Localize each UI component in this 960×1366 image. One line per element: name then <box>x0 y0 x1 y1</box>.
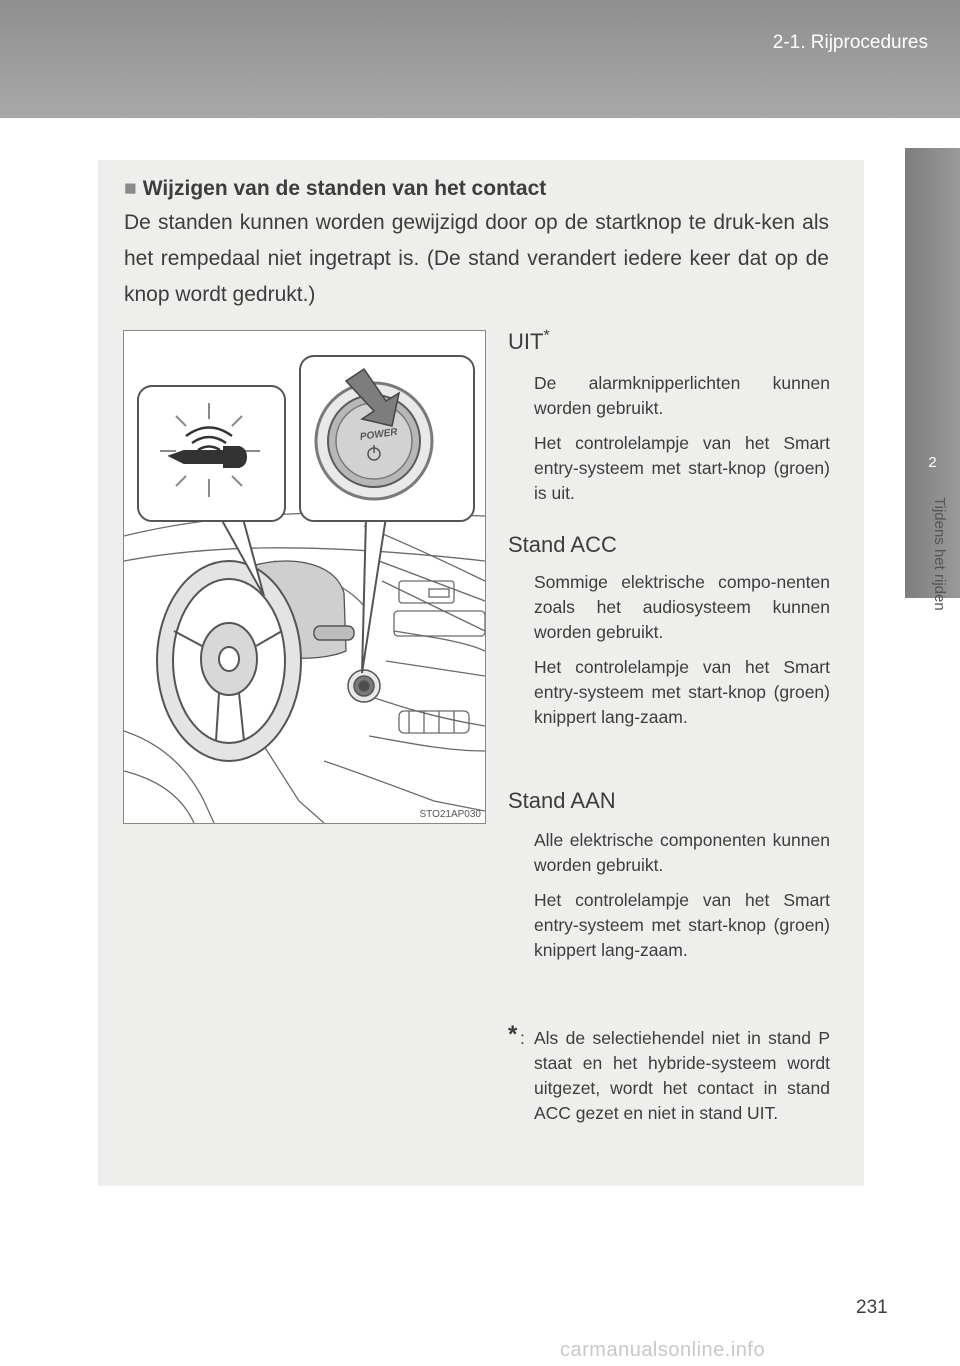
bullet-square-icon: ■ <box>124 177 137 200</box>
chapter-number: 2 <box>928 454 937 471</box>
chapter-tab <box>905 118 960 1366</box>
figure-code: STO21AP030 <box>419 809 481 820</box>
asterisk-marker: * <box>543 327 550 345</box>
power-button-label: POWER <box>359 426 399 443</box>
page-header <box>0 0 960 118</box>
section-heading <box>124 177 546 201</box>
footnote-colon: : <box>520 1028 525 1048</box>
mode-acc <box>508 532 830 730</box>
section-title: 2-1. Rijprocedures <box>772 32 928 53</box>
section-heading-text: Wijzigen van de standen van het contact <box>142 177 547 200</box>
footnote-asterisk: * <box>508 1021 518 1048</box>
mode-title: UIT* <box>508 327 550 354</box>
intro-paragraph: De standen kunnen worden gewijzigd door op de startknop te druk-ken als het rempedaal niet ingetrapt is. (De stand verandert iedere keer dat op de knop wordt gedrukt.) <box>124 211 829 306</box>
mode-paragraph: Sommige elektrische compo-nenten zoals het audiosysteem kunnen worden gebruikt. <box>534 572 830 642</box>
footnote <box>508 1021 830 1126</box>
mode-aan <box>508 788 830 963</box>
mode-uit <box>508 329 830 506</box>
mode-title: Stand ACC <box>508 532 617 557</box>
mode-paragraph: Alle elektrische componenten kunnen worden gebruikt. <box>534 830 830 875</box>
mode-paragraph: De alarmknipperlichten kunnen worden gebruikt. <box>534 373 830 418</box>
power-button-illustration <box>124 331 485 823</box>
footnote-text: Als de selectiehendel niet in stand P staat en het hybride-systeem wordt uitgezet, wordt het contact in stand ACC gezet en niet in stand UIT. <box>534 1028 830 1123</box>
mode-paragraph: Het controlelampje van het Smart entry-systeem met start-knop (groen) knippert lang-zaam. <box>534 890 830 960</box>
mode-paragraph: Het controlelampje van het Smart entry-systeem met start-knop (groen) knippert lang-zaam. <box>534 657 830 727</box>
mode-paragraph: Het controlelampje van het Smart entry-systeem met start-knop (groen) is uit. <box>534 433 830 503</box>
chapter-title: Tijdens het rijden <box>931 497 948 611</box>
mode-title: Stand AAN <box>508 788 616 813</box>
watermark: carmanualsonline.info <box>560 1339 766 1361</box>
illustration <box>123 330 486 824</box>
page-number: 231 <box>856 1297 888 1318</box>
